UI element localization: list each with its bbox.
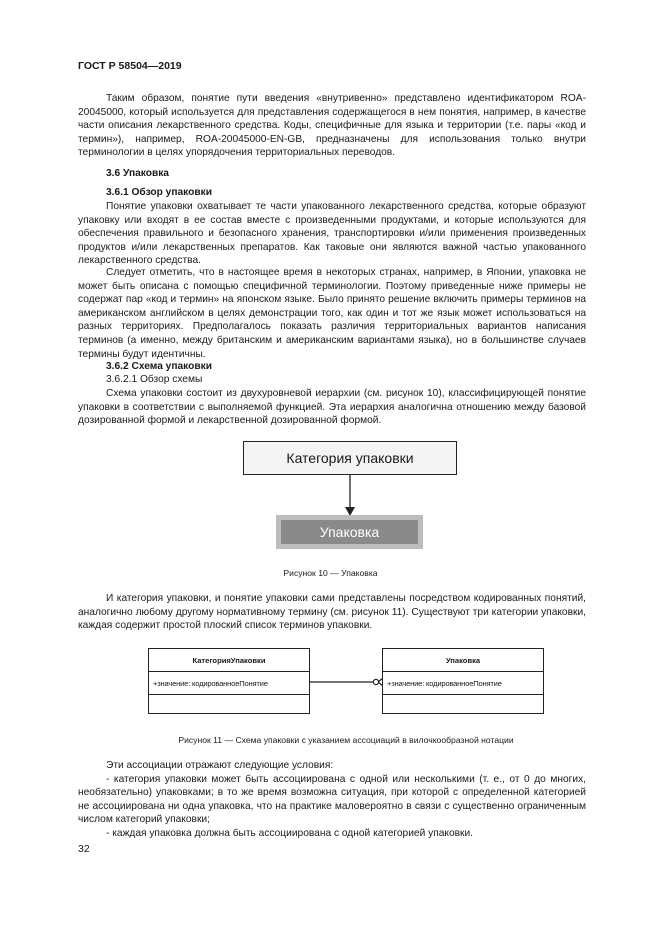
conditions-intro: Эти ассоциации отражают следующие условия: [106, 760, 334, 771]
figure10-arrow [340, 475, 360, 517]
class-package-title: Упаковка [383, 649, 543, 672]
figure11-caption: Рисунок 11 — Схема упаковки с указанием ассоциаций в вилочкообразной нотации [178, 735, 514, 745]
figure11-association-line [310, 672, 383, 692]
figure11-class-category [148, 648, 310, 714]
section-3-6-2-1-heading: 3.6.2.1 Обзор схемы [106, 374, 203, 385]
paragraph-2: Понятие упаковки охватывает те части упакованного лекарственного средства, которые образуют упаковку или входят в ее состав вместе с произведенными продуктами, и которые используются для обеспечения правильного и безопасного хранения, транспортировки и/или применения произведенных продуктов и/или лекарственных препаратов. Как таковые они являются важной частью упакованного лекарственного средства. [78, 201, 586, 267]
class-category-attribute: +значение: кодированноеПонятие [149, 672, 309, 695]
figure10-category-box: Категория упаковки [243, 441, 457, 475]
figure10-caption: Рисунок 10 — Упаковка [283, 568, 378, 578]
paragraph-1: Таким образом, понятие пути введения «внутривенно» представлено идентификатором ROA-20045000, который используется для представления содержащегося в нем понятия, например, в качестве части описания лекарственного средства. Коды, специфичные для языка и территории (т.е. пары «код и термин»), например, ROA-20045000-EN-GB, предназначены для использования только внутри терминологии в целях упорядочения территориальных переводов. [78, 93, 586, 159]
class-package-attribute: +значение: кодированноеПонятие [383, 672, 543, 695]
section-3-6-heading: 3.6 Упаковка [106, 168, 169, 179]
figure11-class-package [382, 648, 544, 714]
class-category-title: КатегорияУпаковки [149, 649, 309, 672]
condition-item-2: - каждая упаковка должна быть ассоциирована с одной категорией упаковки. [106, 827, 474, 839]
figure10-package-box: Упаковка [276, 515, 423, 549]
page-number: 32 [78, 843, 90, 855]
document-header: ГОСТ Р 58504—2019 [78, 60, 182, 72]
section-3-6-2-heading: 3.6.2 Схема упаковки [106, 361, 212, 372]
condition-item-1: - категория упаковки может быть ассоциирована с одной или несколькими (т. е., от 0 до многих, необязательно) упаковками; в то же время возможна ситуация, при которой с определенной категорией не ассоциирована ни одна упаковка, что на практике маловероятно в связи с существенно ограниченным числом категорий упаковки; [78, 773, 586, 826]
paragraph-4: Схема упаковки состоит из двухуровневой иерархии (см. рисунок 10), классифицирующей понятие упаковки в соответствии с выполняемой функцией. Эта иерархия аналогична отношению между базовой дозированной формой и лекарственной дозированной формой. [78, 388, 586, 427]
paragraph-5: И категория упаковки, и понятие упаковки сами представлены посредством кодированных понятий, аналогично любому другому нормативному термину (см. рисунок 11). Существуют три категории упаковки, каждая содержит простой плоский список терминов упаковки. [78, 593, 586, 632]
section-3-6-1-heading: 3.6.1 Обзор упаковки [106, 187, 212, 198]
paragraph-3: Следует отметить, что в настоящее время в некоторых странах, например, в Японии, упаковка не может быть описана с помощью специфичной терминологии. Поэтому приведенные ниже примеры не содержат пар «код и термин» на японском языке. Было принято решение включить примеры терминов на американском английском в целях демонстрации того, как один и тот же язык может использоваться на разных территориях. Предполагалось показать различия территориальных вариантов написания терминов (а именно, между британским и американским вариантами языка), но в большинстве случаев термины будут идентичны. [78, 267, 586, 360]
conditions-list [78, 759, 586, 841]
